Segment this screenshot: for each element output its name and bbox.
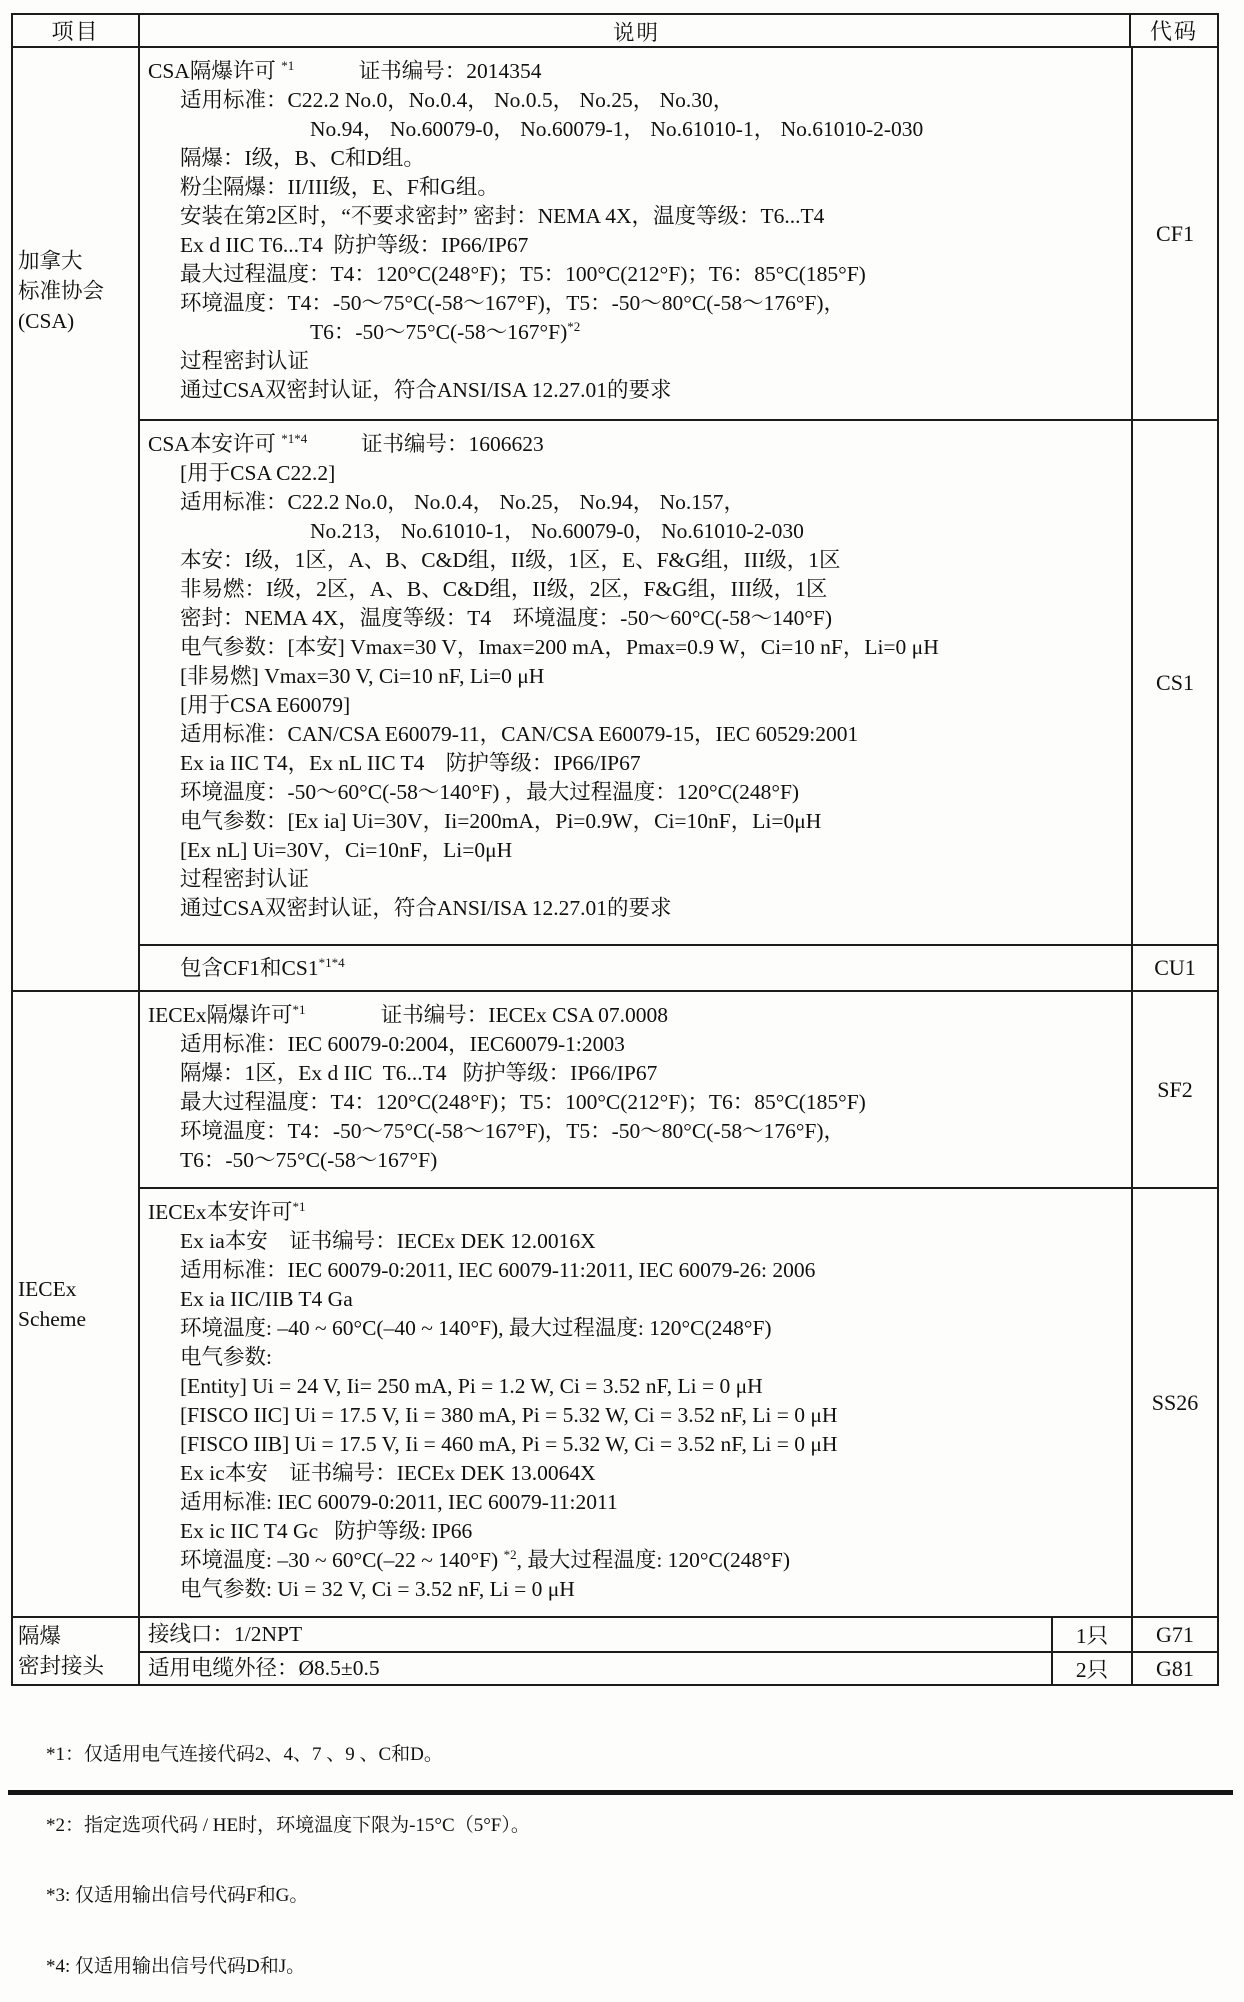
desc-line: Ex ia本安 证书编号：IECEx DEK 12.0016X bbox=[180, 1229, 596, 1253]
desc-line: Ex ia IIC T4，Ex nL IIC T4 防护等级：IP66/IP67 bbox=[180, 751, 641, 775]
col-header-item: 项目 bbox=[13, 15, 140, 46]
section-rows bbox=[140, 1618, 1217, 1684]
footnote-marker: *2 bbox=[567, 318, 581, 334]
footnote-marker: *2 bbox=[503, 1546, 517, 1562]
page-bottom-rule bbox=[8, 1790, 1233, 1795]
col-header-code: 代码 bbox=[1149, 19, 1198, 44]
code-cell: CF1 bbox=[1131, 48, 1217, 419]
desc-line: 电气参数: Ui = 32 V, Ci = 3.52 nF, Li = 0 μH bbox=[180, 1577, 575, 1601]
desc-line: T6：-50～75°C(-58～167°F)$^{*2}$ bbox=[310, 318, 581, 344]
code-cell: SF2 bbox=[1131, 992, 1217, 1187]
desc-line: 通过CSA双密封认证，符合ANSI/ISA 12.27.01的要求 bbox=[180, 896, 672, 920]
desc-line: Ex ic本安 证书编号：IECEx DEK 13.0064X bbox=[180, 1461, 596, 1485]
desc-line: 隔爆：1区，Ex d IIC T6...T4 防护等级：IP66/IP67 bbox=[180, 1061, 658, 1085]
desc-line: 电气参数：[Ex ia] Ui=30V，Ii=200mA，Pi=0.9W，Ci=10nF，Li=0μH bbox=[180, 809, 822, 833]
desc-line: 适用标准：C22.2 No.0，No.0.4， No.0.5， No.25， No.30， bbox=[180, 88, 735, 112]
desc-line: 环境温度：T4：-50～75°C(-58～167°F)，T5：-50～80°C(-58～176°F)， bbox=[180, 291, 846, 315]
table-header-row bbox=[13, 15, 1217, 48]
item-cell bbox=[13, 992, 140, 1616]
footnotes bbox=[46, 1696, 530, 2002]
description-cell bbox=[140, 48, 1131, 419]
table-row bbox=[140, 992, 1217, 1187]
item-label-line: 加拿大 bbox=[18, 249, 83, 273]
description-cell bbox=[140, 421, 1131, 944]
desc-line: [FISCO IIB] Ui = 17.5 V, Ii = 460 mA, Pi = 5.32 W, Ci = 3.52 nF, Li = 0 μH bbox=[180, 1432, 838, 1456]
footnote-4: *4: 仅适用输出信号代码D和J。 bbox=[46, 1955, 306, 1977]
description-cell bbox=[140, 992, 1131, 1187]
footnote-marker: *1 bbox=[281, 57, 295, 73]
quantity-cell: 2只 bbox=[1051, 1653, 1131, 1684]
code-cell: CS1 bbox=[1131, 421, 1217, 944]
desc-line: 非易燃：I级，2区，A、B、C&D组，II级，2区，F&G组，III级，1区 bbox=[180, 577, 828, 601]
desc-line: 过程密封认证 bbox=[180, 349, 310, 373]
desc-line: 最大过程温度：T4：120°C(248°F)；T5：100°C(212°F)；T6：85°C(185°F) bbox=[180, 262, 866, 286]
desc-line: 安装在第2区时，“不要求密封” 密封：NEMA 4X，温度等级：T6...T4 bbox=[180, 204, 825, 228]
item-label-line: 密封接头 bbox=[18, 1654, 105, 1678]
desc-line: [用于CSA C22.2] bbox=[180, 461, 336, 485]
desc-line: 电气参数: bbox=[180, 1345, 272, 1369]
desc-line: [Ex nL] Ui=30V，Ci=10nF，Li=0μH bbox=[180, 838, 513, 862]
desc-line: Ex ia IIC/IIB T4 Ga bbox=[180, 1287, 353, 1311]
desc-line: 电气参数：[本安] Vmax=30 V，Imax=200 mA，Pmax=0.9 W，Ci=10 nF，Li=0 μH bbox=[180, 635, 939, 659]
table-section bbox=[13, 48, 1217, 990]
description-cell bbox=[140, 1189, 1131, 1616]
desc-line: 适用标准：C22.2 No.0， No.0.4， No.25， No.94， No.157， bbox=[180, 490, 745, 514]
desc-line: Ex d IIC T6...T4 防护等级：IP66/IP67 bbox=[180, 233, 529, 257]
table-row bbox=[140, 1187, 1217, 1616]
footnote-marker: *1 bbox=[292, 1001, 306, 1017]
desc-line: 适用标准：CAN/CSA E60079-11，CAN/CSA E60079-15，IEC 60529:2001 bbox=[180, 722, 859, 746]
table-row bbox=[140, 1618, 1217, 1651]
item-cell bbox=[13, 1618, 140, 1684]
description-cell bbox=[140, 946, 1131, 990]
desc-line: [用于CSA E60079] bbox=[180, 693, 351, 717]
desc-line: [非易燃] Vmax=30 V, Ci=10 nF, Li=0 μH bbox=[180, 664, 545, 688]
quantity-cell: 1只 bbox=[1051, 1618, 1131, 1651]
desc-line: [Entity] Ui = 24 V, Ii= 250 mA, Pi = 1.2 W, Ci = 3.52 nF, Li = 0 μH bbox=[180, 1374, 763, 1398]
description-cell bbox=[140, 1653, 1051, 1684]
code-cell: SS26 bbox=[1131, 1189, 1217, 1616]
desc-line: 包含CF1和$CS1^{*1*4}$ bbox=[180, 954, 345, 980]
desc-line: 本安：I级，1区，A、B、C&D组，II级，1区，E、F&G组，III级，1区 bbox=[180, 548, 841, 572]
desc-line: 密封：NEMA 4X，温度等级：T4 环境温度：-50～60°C(-58～140°F) bbox=[180, 606, 833, 630]
item-label-line: 隔爆 bbox=[18, 1624, 62, 1648]
table-body bbox=[13, 48, 1217, 1684]
desc-line: 适用标准：IEC 60079-0:2011, IEC 60079-11:2011, IEC 60079-26: 2006 bbox=[180, 1258, 816, 1282]
code-cell: G71 bbox=[1131, 1618, 1217, 1651]
desc-line: 过程密封认证 bbox=[180, 867, 310, 891]
desc-line: 环境温度: –30 ~ 60°C(–22 ~ 140°F) $^{*2}$, 最大过程温度: 120°C(248°F) bbox=[180, 1546, 790, 1572]
section-rows bbox=[140, 48, 1217, 990]
section-rows bbox=[140, 992, 1217, 1616]
table-row bbox=[140, 48, 1217, 419]
desc-line: T6：-50～75°C(-58～167°F) bbox=[180, 1148, 438, 1172]
table-row bbox=[140, 419, 1217, 944]
item-label-line: Scheme bbox=[18, 1307, 87, 1331]
desc-line: CSA本安许可 $^{*1*4}$ 证书编号：1606623 bbox=[148, 430, 544, 456]
item-cell bbox=[13, 48, 140, 990]
desc-line: CSA隔爆许可 $^{*1}$ 证书编号：2014354 bbox=[148, 57, 542, 83]
item-label-line: 标准协会 bbox=[18, 279, 105, 303]
table-section bbox=[13, 1616, 1217, 1684]
table-row bbox=[140, 944, 1217, 990]
desc-line: 适用标准: IEC 60079-0:2011, IEC 60079-11:2011 bbox=[180, 1490, 618, 1514]
desc-line: 环境温度: –40 ~ 60°C(–40 ~ 140°F), 最大过程温度: 120°C(248°F) bbox=[180, 1316, 772, 1340]
description-cell bbox=[140, 1618, 1051, 1651]
table-row bbox=[140, 1651, 1217, 1684]
desc-line: Ex ic IIC T4 Gc 防护等级: IP66 bbox=[180, 1519, 473, 1543]
col-header-description: 说明 bbox=[140, 15, 1131, 46]
desc-line: 适用电缆外径：Ø8.5±0.5 bbox=[148, 1656, 380, 1680]
desc-line: 隔爆：I级，B、C和D组。 bbox=[180, 146, 425, 170]
table-section bbox=[13, 990, 1217, 1616]
desc-line: [FISCO IIC] Ui = 17.5 V, Ii = 380 mA, Pi = 5.32 W, Ci = 3.52 nF, Li = 0 μH bbox=[180, 1403, 838, 1427]
footnote-marker: *1*4 bbox=[318, 954, 345, 970]
desc-line: No.94， No.60079-0， No.60079-1， No.61010-1， No.61010-2-030 bbox=[310, 117, 924, 141]
desc-line: IECEx隔爆许可$^{*1}$ 证书编号：IECEx CSA 07.0008 bbox=[148, 1001, 669, 1027]
desc-line: 接线口：1/2NPT bbox=[148, 1622, 303, 1646]
item-label-line: (CSA) bbox=[18, 309, 75, 333]
footnote-2: *2：指定选项代码 / HE时，环境温度下限为-15°C（5°F）。 bbox=[46, 1814, 530, 1836]
footnote-3: *3: 仅适用输出信号代码F和G。 bbox=[46, 1885, 309, 1906]
desc-line: 环境温度：-50～60°C(-58～140°F) ，最大过程温度：120°C(248°F) bbox=[180, 780, 800, 804]
footnote-1: *1：仅适用电气连接代码2、4、7 、9 、C和D。 bbox=[46, 1744, 443, 1765]
footnote-marker: *1 bbox=[292, 1198, 306, 1214]
certification-spec-table bbox=[11, 13, 1219, 1686]
item-label-line: IECEx bbox=[18, 1277, 77, 1301]
desc-line: No.213， No.61010-1， No.60079-0， No.61010-2-030 bbox=[310, 519, 804, 543]
desc-line: 通过CSA双密封认证，符合ANSI/ISA 12.27.01的要求 bbox=[180, 378, 672, 402]
footnote-marker: *1*4 bbox=[281, 430, 308, 446]
desc-line: 适用标准：IEC 60079-0:2004，IEC60079-1:2003 bbox=[180, 1032, 625, 1056]
code-cell: CU1 bbox=[1131, 946, 1217, 990]
desc-line: 环境温度：T4：-50～75°C(-58～167°F)，T5：-50～80°C(-58～176°F)， bbox=[180, 1119, 846, 1143]
desc-line: IECEx本安许可$^{*1}$ bbox=[148, 1198, 306, 1224]
desc-line: 最大过程温度：T4：120°C(248°F)；T5：100°C(212°F)；T6：85°C(185°F) bbox=[180, 1090, 866, 1114]
desc-line: 粉尘隔爆：II/III级，E、F和G组。 bbox=[180, 175, 499, 199]
code-cell: G81 bbox=[1131, 1653, 1217, 1684]
